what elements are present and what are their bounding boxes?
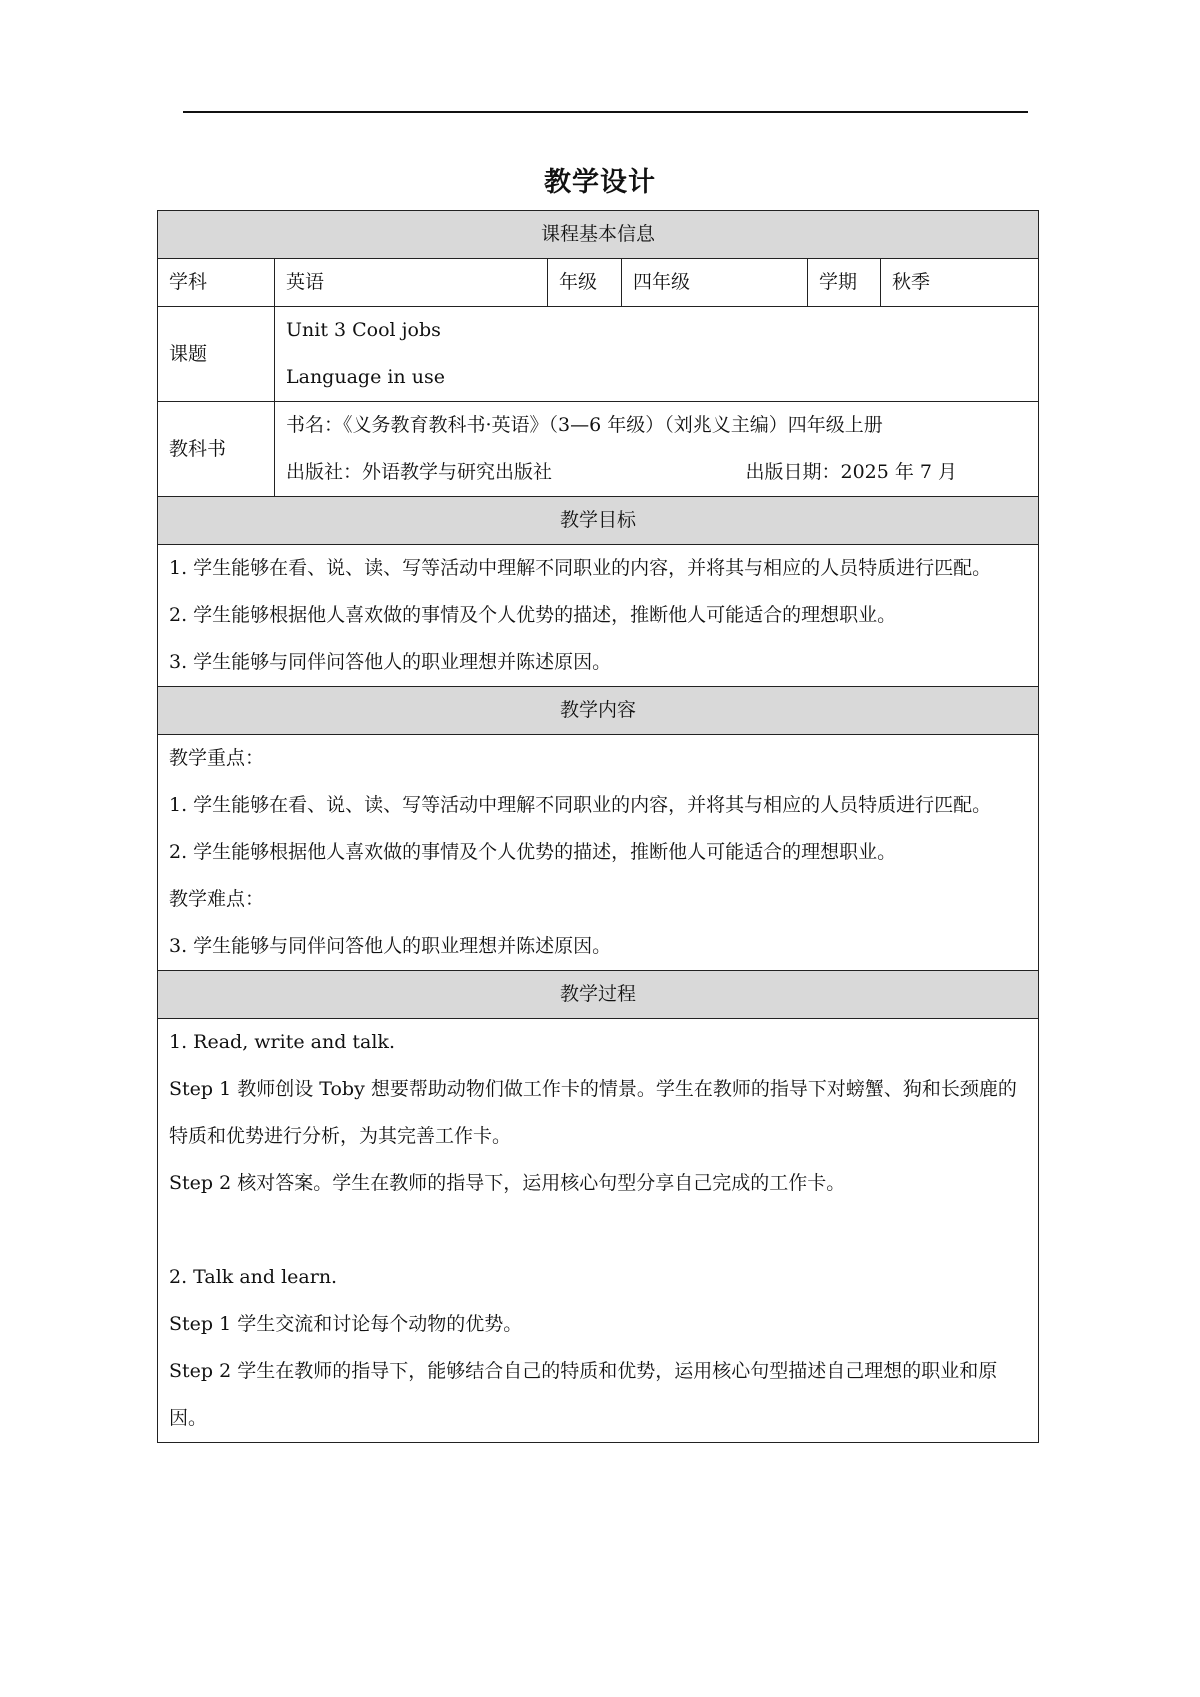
textbook-label: 教科书: [158, 402, 275, 497]
process-part1-title: 1. Read, write and talk.: [169, 1031, 395, 1053]
content-body: [158, 735, 1039, 971]
topic-value: [275, 307, 1039, 402]
header-rule: [183, 111, 1028, 113]
term-value: 秋季: [881, 259, 1039, 307]
topic-line-1: Unit 3 Cool jobs: [286, 319, 441, 341]
objective-item: 1. 学生能够在看、说、读、写等活动中理解不同职业的内容，并将其与相应的人员特质进行匹配。: [169, 557, 992, 579]
textbook-name: 书名：《义务教育教科书·英语》（3—6 年级）（刘兆义主编）四年级上册: [286, 414, 883, 436]
topic-line-2: Language in use: [286, 366, 445, 388]
grade-label: 年级: [548, 259, 622, 307]
term-label: 学期: [808, 259, 881, 307]
section-basic-info: 课程基本信息: [158, 211, 1039, 259]
subject-value: 英语: [275, 259, 548, 307]
publisher: 出版社：外语教学与研究出版社: [286, 461, 553, 483]
process-step: Step 1 学生交流和讨论每个动物的优势。: [169, 1313, 523, 1335]
section-process: 教学过程: [158, 971, 1039, 1019]
objective-item: 2. 学生能够根据他人喜欢做的事情及个人优势的描述，推断他人可能适合的理想职业。: [169, 604, 897, 626]
grade-value: 四年级: [622, 259, 808, 307]
subject-label: 学科: [158, 259, 275, 307]
key-point-item: 2. 学生能够根据他人喜欢做的事情及个人优势的描述，推断他人可能适合的理想职业。: [169, 841, 897, 863]
process-step: Step 2 核对答案。学生在教师的指导下，运用核心句型分享自己完成的工作卡。: [169, 1172, 846, 1194]
process-step: Step 2 学生在教师的指导下，能够结合自己的特质和优势，运用核心句型描述自己理想的职业和原因。: [169, 1360, 998, 1429]
difficult-point-item: 3. 学生能够与同伴问答他人的职业理想并陈述原因。: [169, 935, 612, 957]
publish-date: 出版日期：2025 年 7 月: [745, 461, 958, 483]
difficult-points-label: 教学难点：: [169, 888, 265, 910]
topic-label: 课题: [158, 307, 275, 402]
key-point-item: 1. 学生能够在看、说、读、写等活动中理解不同职业的内容，并将其与相应的人员特质进行匹配。: [169, 794, 992, 816]
process-step: Step 1 教师创设 Toby 想要帮助动物们做工作卡的情景。学生在教师的指导下对螃蟹、狗和长颈鹿的特质和优势进行分析，为其完善工作卡。: [169, 1078, 1017, 1147]
textbook-value: [275, 402, 1039, 497]
lesson-plan-table: [157, 210, 1039, 1443]
key-points-label: 教学重点：: [169, 747, 265, 769]
section-objectives: 教学目标: [158, 497, 1039, 545]
page-title: 教学设计: [544, 167, 656, 198]
process-part2-title: 2. Talk and learn.: [169, 1266, 338, 1288]
section-content: 教学内容: [158, 687, 1039, 735]
spacer: [169, 1207, 1027, 1254]
process-body: [158, 1019, 1039, 1443]
objectives-body: [158, 545, 1039, 687]
objective-item: 3. 学生能够与同伴问答他人的职业理想并陈述原因。: [169, 651, 612, 673]
publisher-row: [286, 449, 1027, 496]
